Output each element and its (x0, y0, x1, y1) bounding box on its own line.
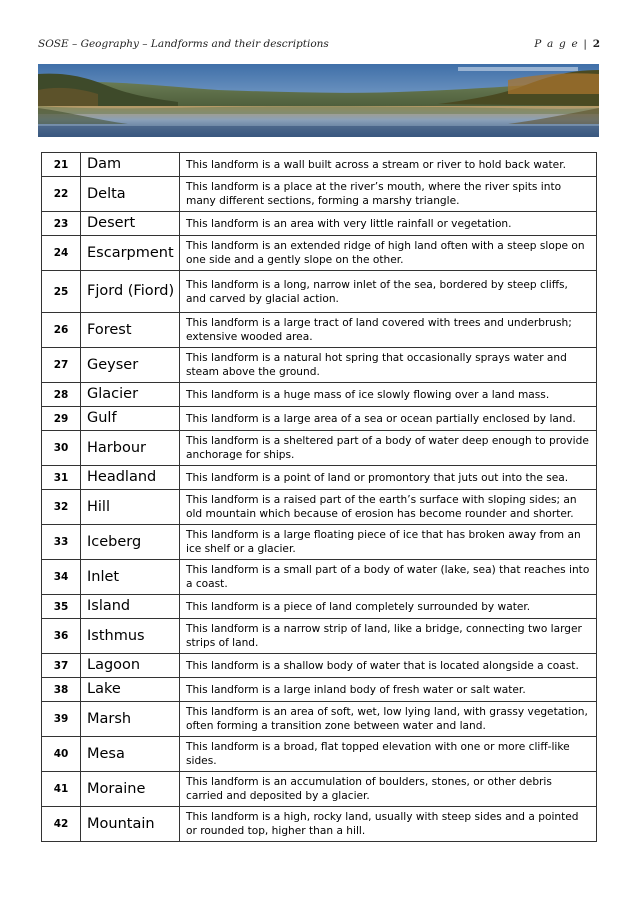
row-number: 25 (42, 271, 81, 313)
row-number: 39 (42, 702, 81, 737)
landform-name: Island (81, 595, 180, 619)
table-row (42, 177, 597, 212)
row-number: 24 (42, 236, 81, 271)
landform-description: This landform is a sheltered part of a body of water deep enough to provide anchorage for ships. (180, 431, 597, 466)
landform-description: This landform is a raised part of the earth’s surface with sloping sides; an old mountain which because of erosion has become rounder and shorter. (180, 490, 597, 525)
row-number: 23 (42, 212, 81, 236)
landform-description: This landform is an extended ridge of high land often with a steep slope on one side and a gently slope on the other. (180, 236, 597, 271)
landform-name: Headland (81, 466, 180, 490)
table-row (42, 431, 597, 466)
landform-description: This landform is a place at the river’s mouth, where the river spits into many different sections, forming a marshy triangle. (180, 177, 597, 212)
landform-description: This landform is a long, narrow inlet of the sea, bordered by steep cliffs, and carved by glacial action. (180, 271, 597, 313)
row-number: 36 (42, 619, 81, 654)
table-row (42, 212, 597, 236)
table-row (42, 313, 597, 348)
lake-landscape (38, 64, 599, 137)
row-number: 31 (42, 466, 81, 490)
landform-name: Dam (81, 153, 180, 177)
landform-name: Escarpment (81, 236, 180, 271)
row-number: 26 (42, 313, 81, 348)
landform-description: This landform is a piece of land completely surrounded by water. (180, 595, 597, 619)
landform-name: Mountain (81, 807, 180, 842)
header-title: SOSE – Geography – Landforms and their descriptions (38, 38, 329, 50)
row-number: 37 (42, 654, 81, 678)
landform-description: This landform is a shallow body of water that is located alongside a coast. (180, 654, 597, 678)
landform-name: Gulf (81, 407, 180, 431)
landform-name: Marsh (81, 702, 180, 737)
table-row (42, 772, 597, 807)
page-label: P a g e | (534, 38, 589, 50)
table-row (42, 702, 597, 737)
row-number: 34 (42, 560, 81, 595)
landform-name: Moraine (81, 772, 180, 807)
table-row (42, 383, 597, 407)
landform-name: Desert (81, 212, 180, 236)
landform-name: Geyser (81, 348, 180, 383)
row-number: 41 (42, 772, 81, 807)
landform-name: Iceberg (81, 525, 180, 560)
landform-description: This landform is a high, rocky land, usually with steep sides and a pointed or rounded top, higher than a hill. (180, 807, 597, 842)
table-row (42, 348, 597, 383)
landform-description: This landform is an accumulation of boulders, stones, or other debris carried and deposited by a glacier. (180, 772, 597, 807)
landform-name: Lagoon (81, 654, 180, 678)
row-number: 40 (42, 737, 81, 772)
landform-description: This landform is a huge mass of ice slowly flowing over a land mass. (180, 383, 597, 407)
landform-name: Inlet (81, 560, 180, 595)
row-number: 29 (42, 407, 81, 431)
table-row (42, 619, 597, 654)
landform-name: Isthmus (81, 619, 180, 654)
landform-description: This landform is a large floating piece of ice that has broken away from an ice shelf or a glacier. (180, 525, 597, 560)
landform-description: This landform is a broad, flat topped elevation with one or more cliff-like sides. (180, 737, 597, 772)
row-number: 28 (42, 383, 81, 407)
row-number: 22 (42, 177, 81, 212)
page-number-label (534, 38, 600, 50)
landform-name: Lake (81, 678, 180, 702)
table-row (42, 407, 597, 431)
table-row (42, 466, 597, 490)
table-row (42, 236, 597, 271)
row-number: 21 (42, 153, 81, 177)
landform-description: This landform is a small part of a body of water (lake, sea) that reaches into a coast. (180, 560, 597, 595)
table-row (42, 807, 597, 842)
landform-name: Forest (81, 313, 180, 348)
landform-description: This landform is a point of land or promontory that juts out into the sea. (180, 466, 597, 490)
page-number: 2 (592, 38, 600, 50)
landform-description: This landform is a natural hot spring that occasionally sprays water and steam above the ground. (180, 348, 597, 383)
landform-name: Mesa (81, 737, 180, 772)
landform-description: This landform is a large tract of land covered with trees and underbrush; extensive wooded area. (180, 313, 597, 348)
landform-description: This landform is an area of soft, wet, low lying land, with grassy vegetation, often forming a transition zone between water and land. (180, 702, 597, 737)
landform-name: Glacier (81, 383, 180, 407)
table-row (42, 654, 597, 678)
row-number: 30 (42, 431, 81, 466)
table-row (42, 560, 597, 595)
page-header (38, 38, 600, 54)
table-row (42, 271, 597, 313)
landform-description: This landform is a wall built across a stream or river to hold back water. (180, 153, 597, 177)
landform-description: This landform is an area with very little rainfall or vegetation. (180, 212, 597, 236)
landform-name: Harbour (81, 431, 180, 466)
row-number: 38 (42, 678, 81, 702)
row-number: 27 (42, 348, 81, 383)
landforms-table (41, 152, 597, 842)
landform-name: Fjord (Fiord) (81, 271, 180, 313)
table-row (42, 490, 597, 525)
row-number: 32 (42, 490, 81, 525)
table-row (42, 153, 597, 177)
table-row (42, 737, 597, 772)
landform-description: This landform is a large area of a sea or ocean partially enclosed by land. (180, 407, 597, 431)
row-number: 42 (42, 807, 81, 842)
table-row (42, 525, 597, 560)
landform-name: Delta (81, 177, 180, 212)
table-row (42, 595, 597, 619)
table-row (42, 678, 597, 702)
landform-name: Hill (81, 490, 180, 525)
row-number: 35 (42, 595, 81, 619)
row-number: 33 (42, 525, 81, 560)
lake-banner-image (38, 64, 599, 137)
landform-description: This landform is a narrow strip of land, like a bridge, connecting two larger strips of land. (180, 619, 597, 654)
landform-description: This landform is a large inland body of fresh water or salt water. (180, 678, 597, 702)
